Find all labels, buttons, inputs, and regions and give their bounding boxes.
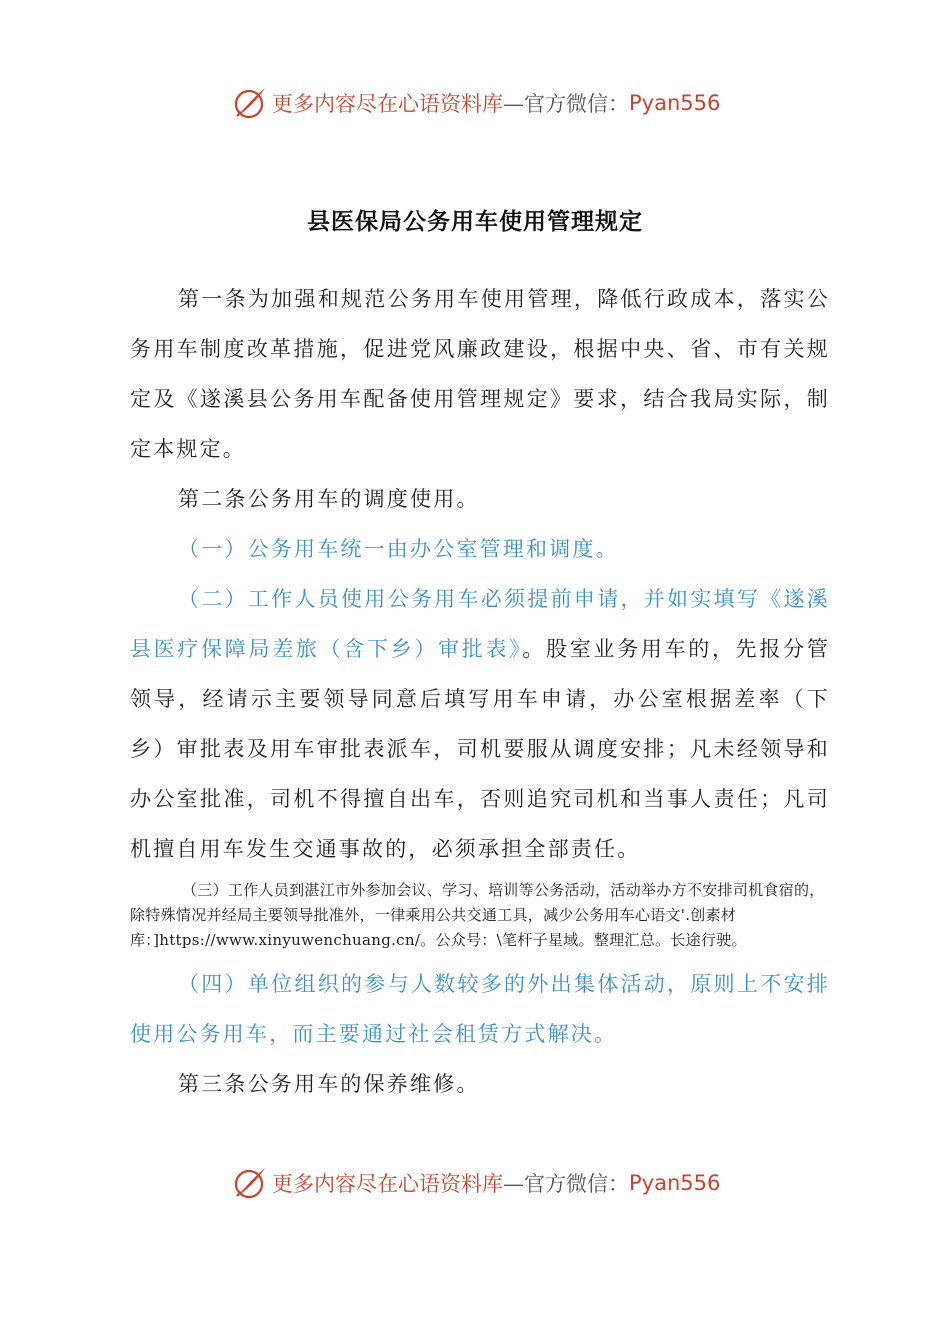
footer-wechat-label: —官方微信： [503,1172,629,1196]
header-banner [232,83,720,123]
clause-2-highlight: （二）工作人员使用公务用车必须提前申请，并如实填写《遂溪县医疗保障局差旅（含下乡）审批表》 [130,587,830,661]
clause-4-paragraph: （四）单位组织的参与人数较多的外出集体活动，原则上不安排使用公务用车，而主要通过社会租赁方式解决。 [130,972,830,1046]
banner-wechat-id: Pyan556 [629,91,721,115]
clause-2-paragraph [130,574,830,874]
footer-site-name: 更多内容尽在心语资料库 [272,1172,503,1196]
quill-pen-logo-icon [232,1165,268,1201]
clause-3-paragraph: （三）工作人员到湛江市外参加会议、学习、培训等公务活动，活动举办方不安排司机食宿的，除特殊情况并经局主要领导批准外，一律乘用公共交通工具，减少公务用车心语文'.创素材库：]https://www.xinyuwenchuang.cn/。公众号：\笔杆子星域。整理汇总。长途行驶。 [130,881,825,949]
document-body [130,274,830,1109]
banner-wechat-label: —官方微信： [503,92,629,116]
footer-banner [232,1163,720,1203]
article-2-heading: 第二条公务用车的调度使用。 [178,487,480,511]
article-3-heading: 第三条公务用车的保养维修。 [178,1072,480,1096]
banner-site-name: 更多内容尽在心语资料库 [272,92,503,116]
clause-1-paragraph: （一）公务用车统一由办公室管理和调度。 [178,537,619,561]
footer-wechat-id: Pyan556 [629,1171,721,1195]
quill-pen-logo-icon [232,85,268,121]
clause-2-rest: 。股室业务用车的，先报分管领导，经请示主要领导同意后填写用车申请，办公室根据差率（下乡）审批表及用车审批表派车，司机要服从调度安排；凡未经领导和办公室批准，司机不得擅自出车，否则追究司机和当事人责任；凡司机擅自用车发生交通事故的，必须承担全部责任。 [130,637,830,861]
article-1-paragraph: 第一条为加强和规范公务用车使用管理，降低行政成本，落实公务用车制度改革措施，促进党风廉政建设，根据中央、省、市有关规定及《遂溪县公务用车配备使用管理规定》要求，结合我局实际，制定本规定。 [130,287,830,461]
document-title: 县医保局公务用车使用管理规定 [307,209,643,235]
